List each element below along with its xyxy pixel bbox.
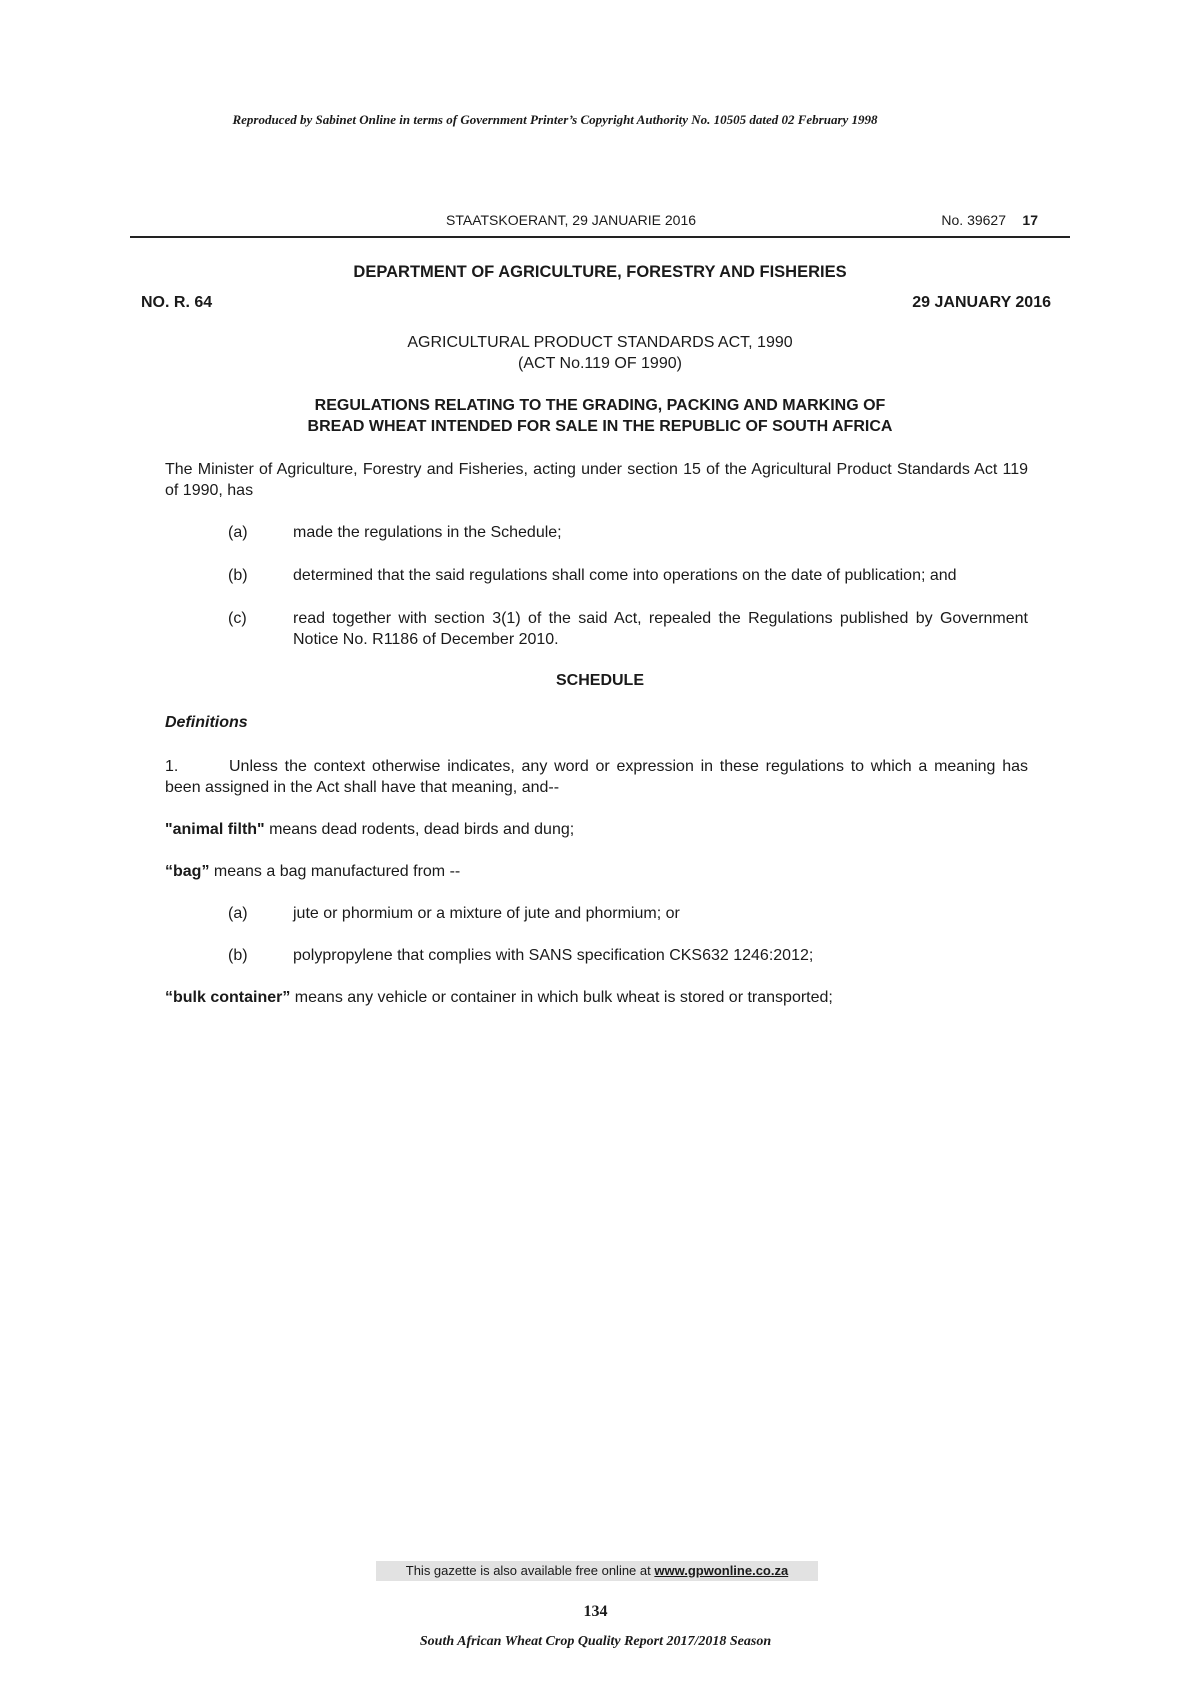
definition-animal-filth (165, 819, 1028, 840)
list-item-label: (c) (228, 610, 247, 627)
list-item-text: read together with section 3(1) of the said Act, repealed the Regulations published by Government Notice No. R1186 of December 2010. (293, 610, 1028, 648)
regulations-title (130, 395, 1070, 437)
notice-number: NO. R. 64 (141, 294, 213, 311)
regulations-title-line-1: REGULATIONS RELATING TO THE GRADING, PACKING AND MARKING OF (314, 397, 886, 414)
list-item-label: (a) (228, 524, 248, 541)
definition-term: “bulk container” (165, 989, 291, 1006)
definition-term: “bag” (165, 863, 210, 880)
department-heading: DEPARTMENT OF AGRICULTURE, FORESTRY AND FISHERIES (353, 263, 847, 281)
list-item-label: (b) (228, 947, 248, 964)
definition-text: means dead rodents, dead birds and dung; (264, 821, 575, 838)
definition-bag (165, 861, 1028, 882)
gpwonline-link[interactable]: www.gpwonline.co.za (654, 1563, 789, 1578)
act-title-line-1: AGRICULTURAL PRODUCT STANDARDS ACT, 1990 (407, 334, 793, 351)
act-title-line-2: (ACT No.119 OF 1990) (518, 355, 682, 372)
list-item-text: determined that the said regulations shall come into operations on the date of publication; and (293, 567, 957, 584)
definition-text: means any vehicle or container in which bulk wheat is stored or transported; (290, 989, 833, 1006)
notice-date: 29 JANUARY 2016 (912, 294, 1051, 311)
regulations-title-line-2: BREAD WHEAT INTENDED FOR SALE IN THE REPUBLIC OF SOUTH AFRICA (307, 418, 893, 435)
copyright-notice: Reproduced by Sabinet Online in terms of Government Printer’s Copyright Authority No. 10505 dated 02 February 1998 (232, 112, 878, 127)
online-availability-banner (376, 1561, 818, 1581)
clause-1 (165, 756, 1028, 798)
list-item-label: (b) (228, 567, 248, 584)
list-item-text: polypropylene that complies with SANS specification CKS632 1246:2012; (293, 947, 814, 964)
list-item-text: jute or phormium or a mixture of jute and phormium; or (293, 905, 680, 922)
schedule-heading: SCHEDULE (555, 672, 644, 689)
intro-paragraph: The Minister of Agriculture, Forestry and Fisheries, acting under section 15 of the Agricultural Product Standards Act 119 of 1990, has (165, 461, 1028, 499)
header-rule (130, 236, 1070, 238)
list-item-text: made the regulations in the Schedule; (293, 524, 562, 541)
definition-bulk-container (165, 987, 1028, 1008)
report-title: South African Wheat Crop Quality Report 2017/2018 Season (419, 1634, 772, 1649)
gazette-page-number: 17 (1022, 212, 1038, 228)
clause-number: 1. (165, 758, 179, 775)
gazette-number: No. 39627 (941, 212, 1006, 228)
gazette-header (130, 212, 1070, 232)
clause-text: Unless the context otherwise indicates, any word or expression in these regulations to which a meaning has been assigned in the Act shall have that meaning, and-- (165, 758, 1028, 796)
definition-term: "animal filth" (165, 821, 265, 838)
definition-text: means a bag manufactured from -- (209, 863, 461, 880)
definitions-heading: Definitions (165, 714, 248, 731)
page-number: 134 (583, 1603, 608, 1620)
act-title (130, 332, 1070, 374)
gazette-title: STAATSKOERANT, 29 JANUARIE 2016 (446, 212, 697, 228)
list-item-label: (a) (228, 905, 248, 922)
online-text: This gazette is also available free online at (405, 1563, 655, 1578)
